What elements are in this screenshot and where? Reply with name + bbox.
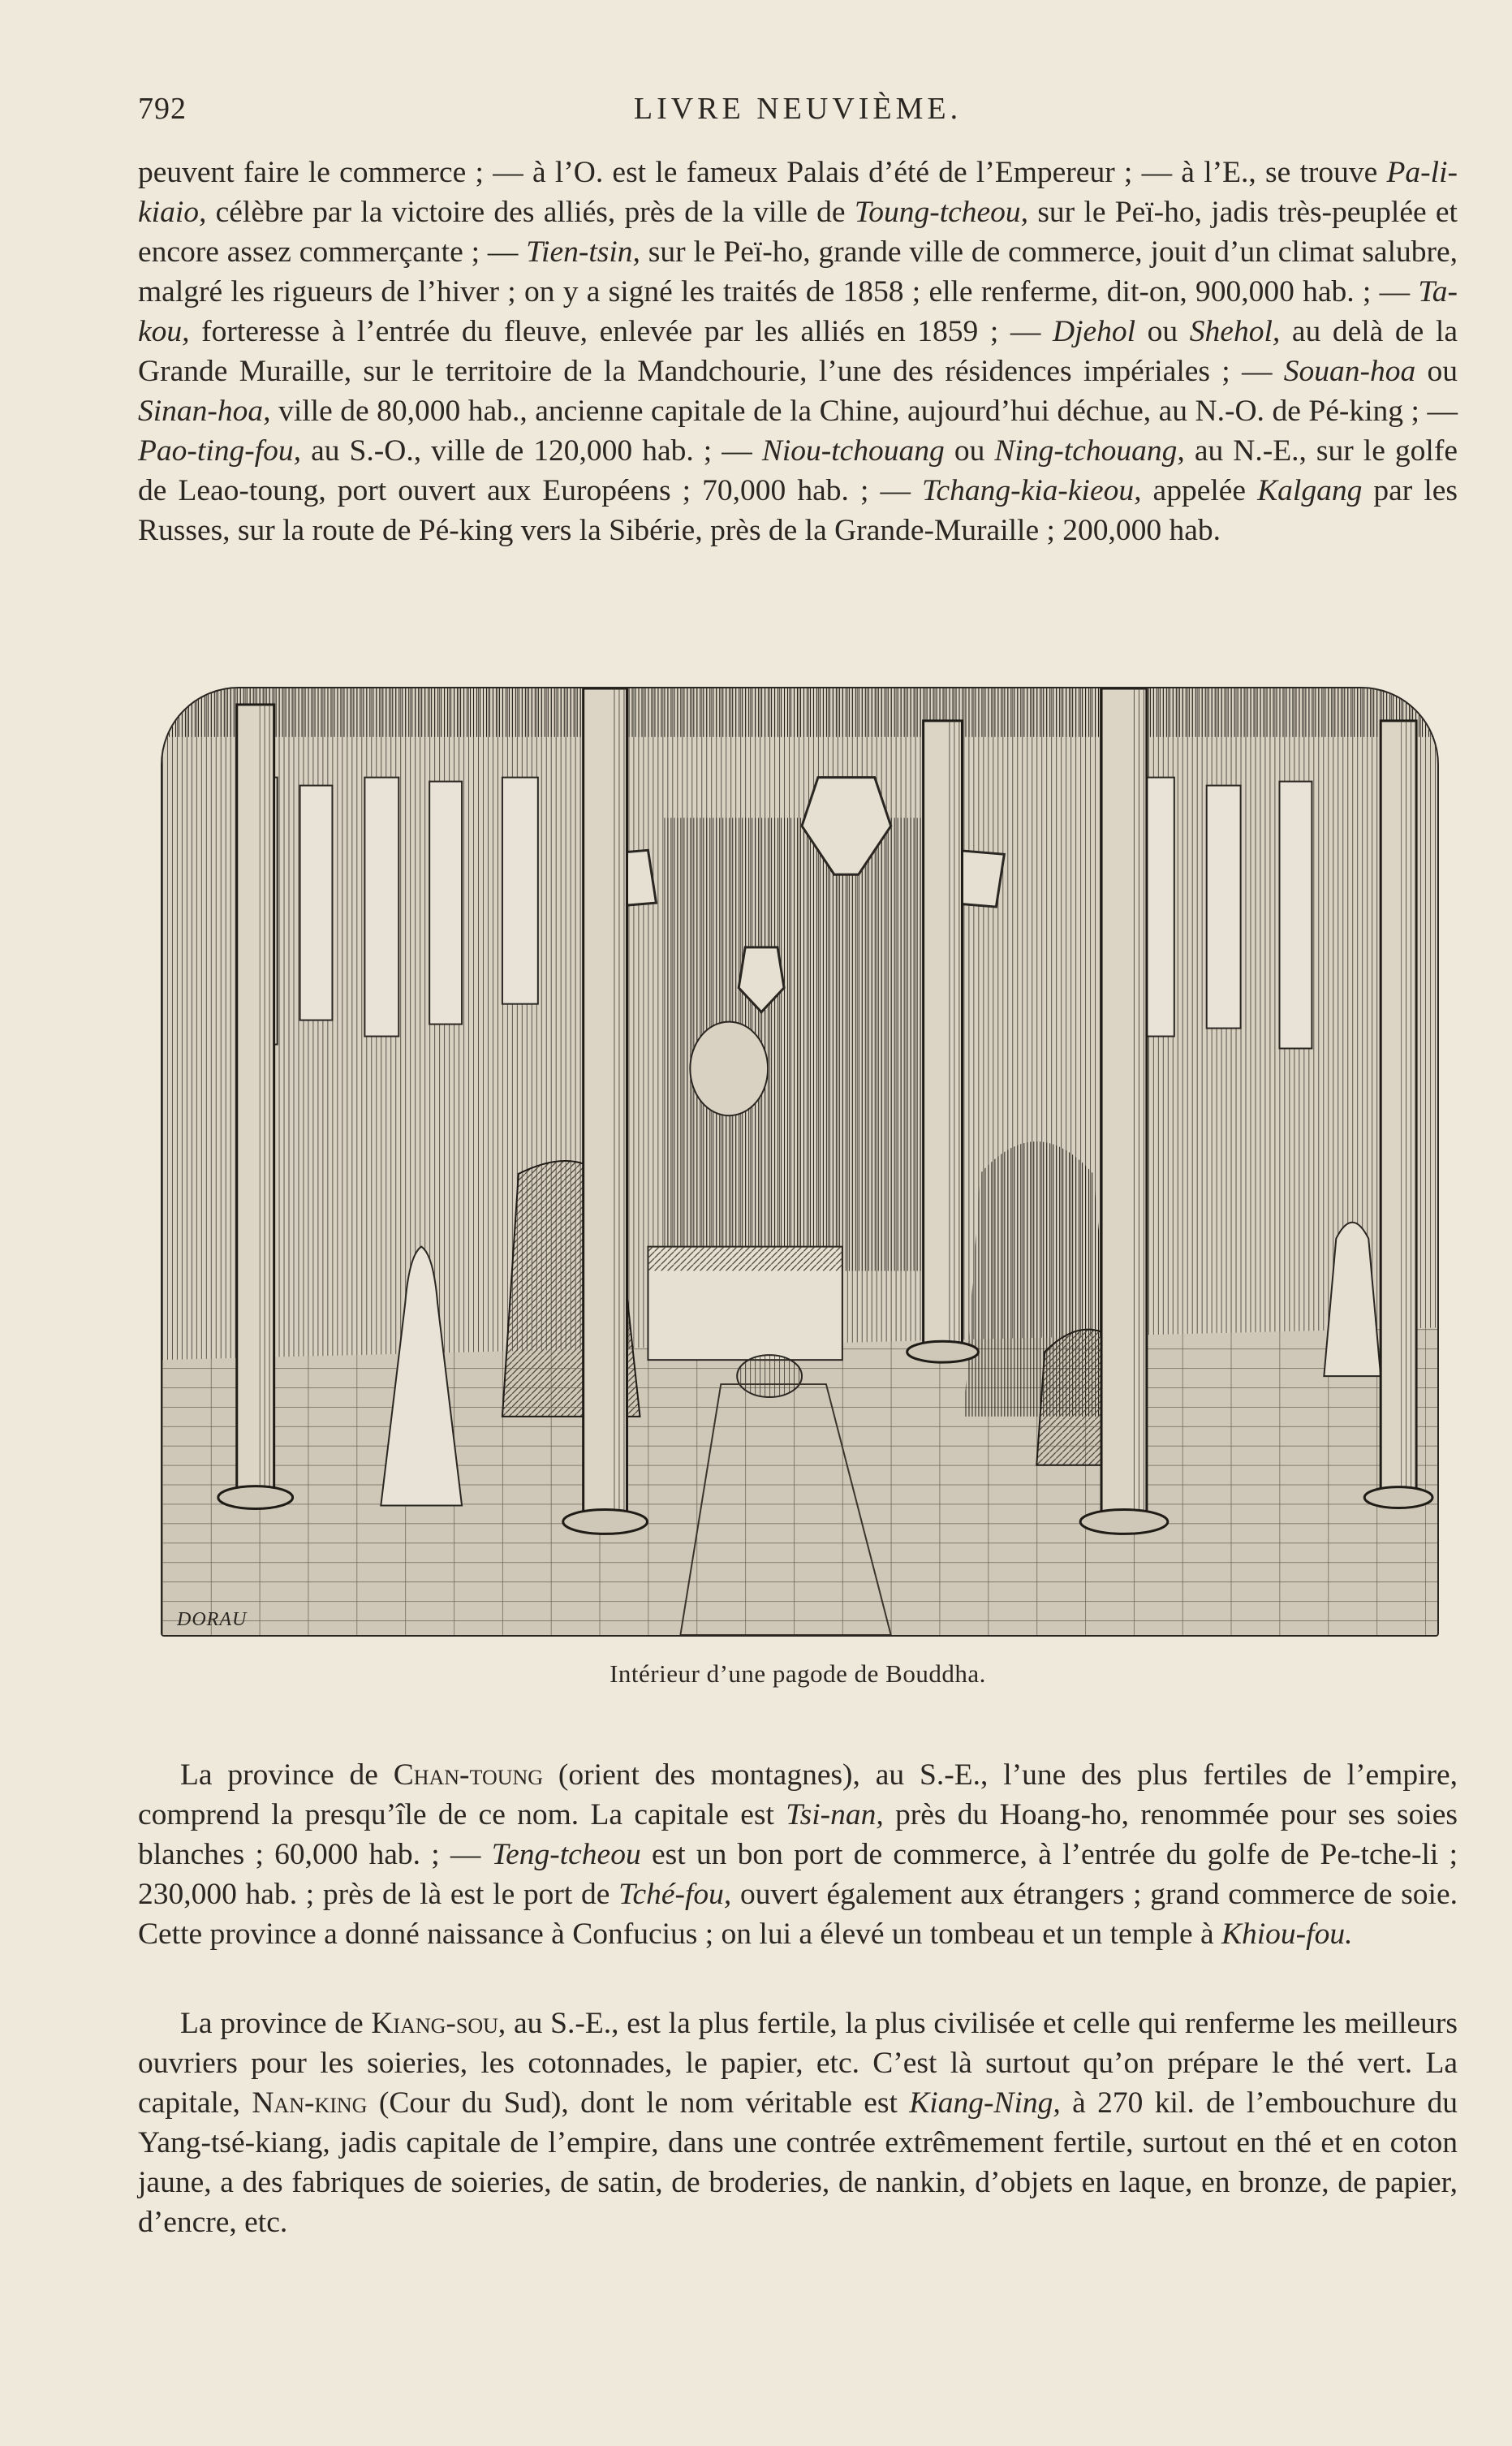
italic-place-name: Souan-hoa [1283, 355, 1416, 388]
text-run: ou [1135, 315, 1190, 348]
text-run: La province de [180, 1758, 394, 1792]
text-run: par les Russes, sur la route de Pé-king vers la Sibérie, près de la Grande-Muraille ; 200,000 hab. [138, 474, 1458, 547]
text-run: forteresse à l’entrée du fleuve, enlevée par les alliés en 1859 ; — [189, 315, 1053, 348]
italic-place-name: Toung-tcheou, [854, 196, 1029, 229]
small-caps-name: Kiang-sou [371, 2007, 498, 2040]
text-run: au S.-O., ville de 120,000 hab. ; — [301, 434, 762, 468]
italic-place-name: Pa-li-kiaio, [138, 156, 1458, 229]
text-run: ou [944, 434, 995, 468]
text-run: célèbre par la victoire des alliés, près de la ville de [206, 196, 855, 229]
running-title: LIVRE NEUVIÈME. [633, 92, 963, 126]
italic-place-name: Djehol [1053, 315, 1136, 348]
text-run: près du Hoang-ho, renommée pour ses soies blanches ; 60,000 hab. ; — [138, 1798, 1458, 1871]
italic-place-name: Kalgang [1257, 474, 1363, 507]
page-header [138, 91, 1458, 140]
page-number: 792 [138, 92, 187, 126]
text-run: ville de 80,000 hab., ancienne capitale de la Chine, aujourd’hui déchue, au N.-O. de Pé-king ; — [270, 395, 1458, 428]
italic-place-name: Ning-tchouang, [994, 434, 1185, 468]
text-run: La province de [180, 2007, 372, 2040]
engraver-signature: DORAU [177, 1609, 248, 1630]
text-run: peuvent faire le commerce ; — à l’O. est le fameux Palais d’été de l’Empereur ; — à l’E., se trouve [138, 156, 1387, 189]
italic-place-name: Tché-fou, [618, 1878, 732, 1911]
text-run: sur le Peï-ho, jadis très-peuplée et encore assez commerçante ; — [138, 196, 1458, 269]
engraving-illustration [162, 688, 1437, 1635]
text-run: (orient des montagnes), au S.-E., l’une des plus fertiles de l’empire, comprend la presqu’île de ce nom. La capitale est [138, 1758, 1458, 1831]
small-caps-name: Nan-king [252, 2086, 368, 2120]
text-run: (Cour du Sud), dont le nom véritable est [367, 2086, 910, 2120]
italic-place-name: Tsi-nan, [786, 1798, 884, 1831]
italic-place-name: Niou-tchouang [761, 434, 945, 468]
text-run: ouvert également aux étrangers ; grand commerce de soie. Cette province a donné naissance à Confucius ; on lui a élevé un tombeau et un temple à [138, 1878, 1458, 1951]
text-run: , au S.-E., est la plus fertile, la plus civilisée et celle qui renferme les meilleurs ouvriers pour les soieries, les cotonnades, le papier, etc. C’est là surtout qu’on prépare le thé vert. La capitale, [138, 2007, 1458, 2120]
italic-place-name: Pao-ting-fou, [138, 434, 302, 468]
text-run: à 270 kil. de l’embouchure du Yang-tsé-kiang, jadis capitale de l’empire, dans une contrée extrêmement fertile, surtout en thé et en coton jaune, a des fabriques de soieries, de satin, de broderies, de nankin, d’objets en laque, en bronze, de papier, d’encre, etc. [138, 2086, 1458, 2239]
italic-place-name: Teng-tcheou [491, 1838, 641, 1871]
text-run: au delà de la Grande Muraille, sur le territoire de la Mandchourie, l’une des résidences impériales ; — [138, 315, 1458, 388]
engraving-pagoda-interior [161, 687, 1439, 1637]
italic-place-name: Shehol, [1189, 315, 1281, 348]
figure-caption: Intérieur d’une pagode de Bouddha. [610, 1659, 986, 1688]
text-run: sur le Peï-ho, grande ville de commerce, jouit d’un climat salubre, malgré les rigueurs de l’hiver ; on y a signé les traités de 1858 ; elle renferme, dit-on, 900,000 hab. ; — [138, 235, 1458, 308]
italic-place-name: Ta-kou, [138, 275, 1458, 348]
italic-place-name: Sinan-hoa, [138, 395, 271, 428]
paragraph-peking-province [138, 153, 1458, 550]
italic-place-name: Tchang-kia-kieou, [922, 474, 1142, 507]
small-caps-name: Chan-toung [393, 1758, 544, 1792]
text-run: appelée [1141, 474, 1258, 507]
text-run: est un bon port de commerce, à l’entrée du golfe de Pe-tche-li ; 230,000 hab. ; près de là est le port de [138, 1838, 1458, 1911]
text-run: ou [1415, 355, 1458, 388]
paragraph-kiang-sou [138, 2004, 1458, 2242]
paragraph-chan-toung [138, 1755, 1458, 1954]
text-run: au N.-E., sur le golfe de Leao-toung, port ouvert aux Européens ; 70,000 hab. ; — [138, 434, 1458, 507]
italic-place-name: Kiang-Ning, [909, 2086, 1061, 2120]
italic-place-name: Tien-tsin, [526, 235, 640, 269]
italic-place-name: Khiou-fou. [1221, 1918, 1353, 1951]
